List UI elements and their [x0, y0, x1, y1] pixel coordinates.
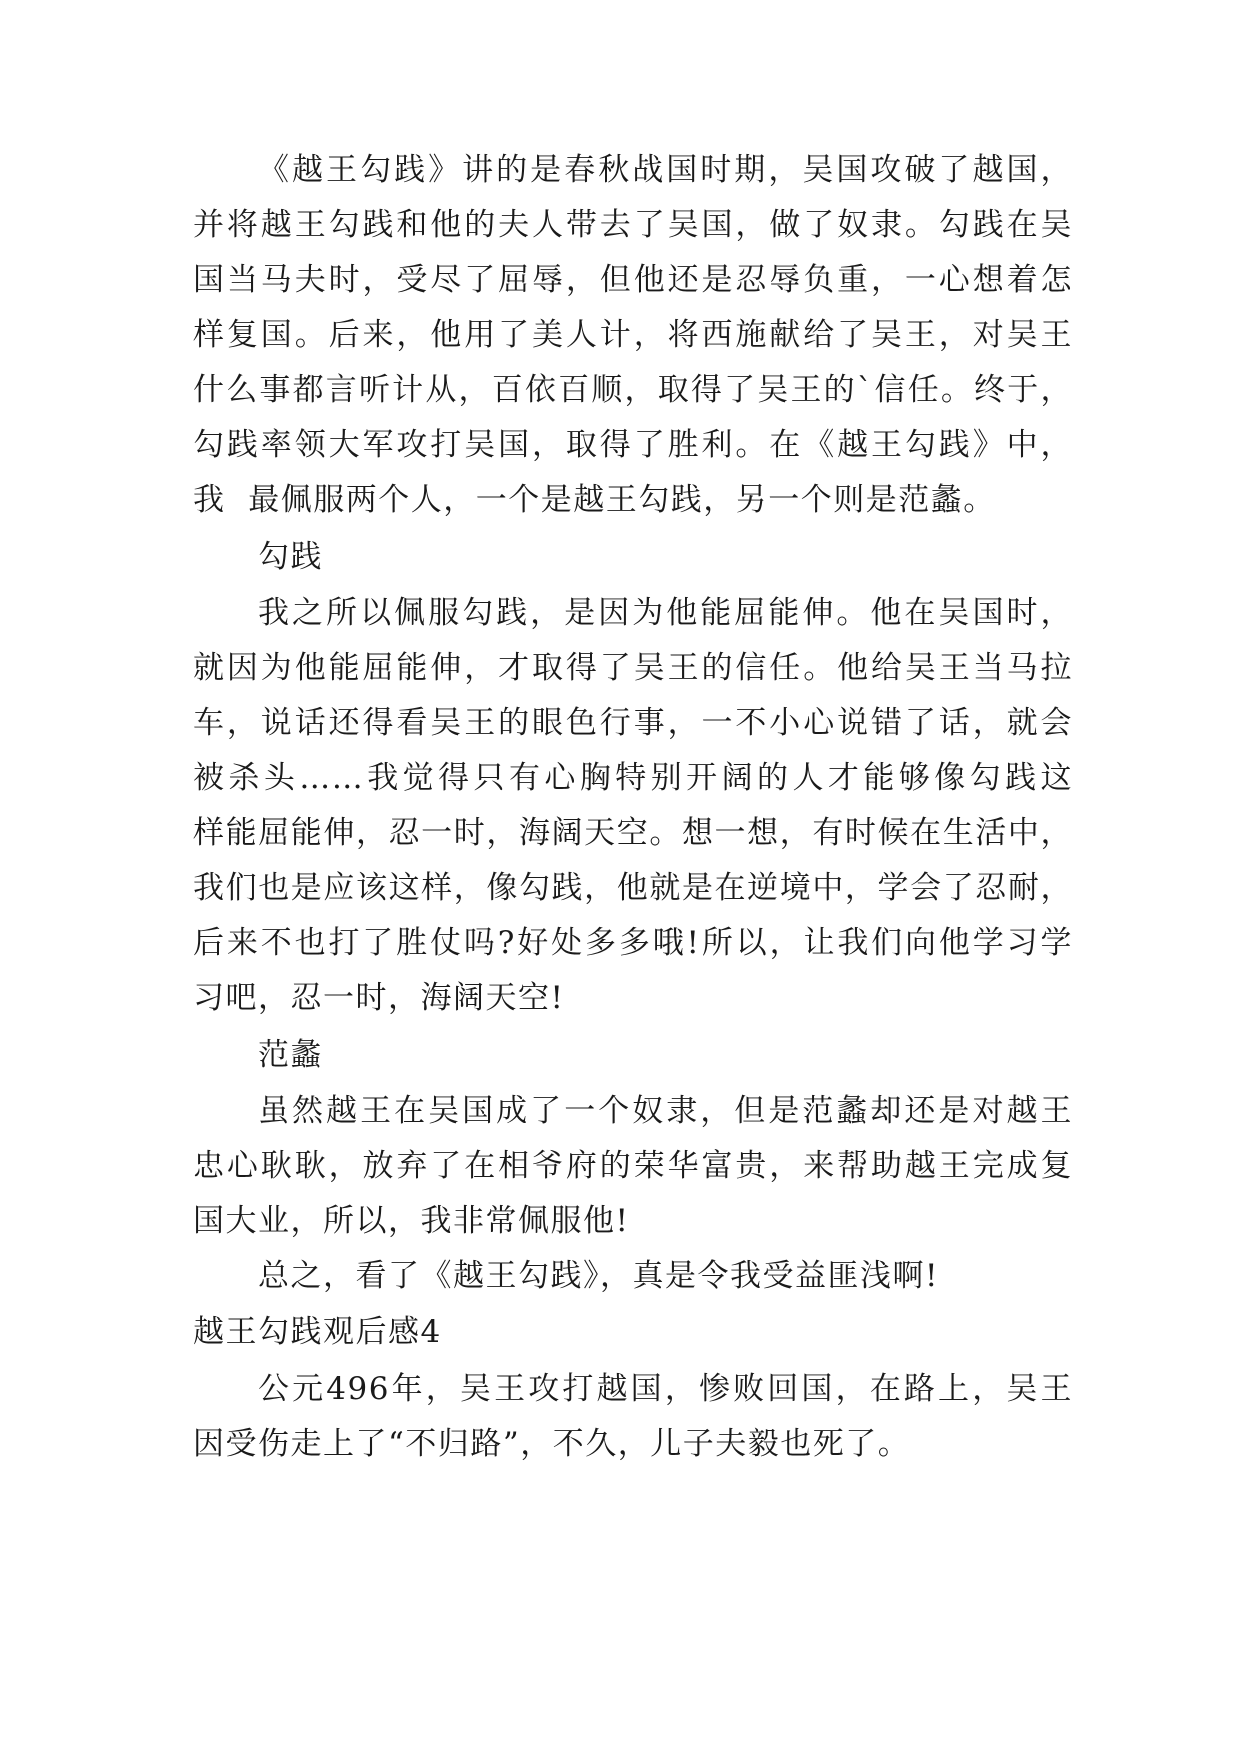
- text-line: 什么事都言听计从，百依百顺，取得了吴王的`信任。终于，: [193, 372, 1073, 408]
- text-line: 就因为他能屈能伸，才取得了吴王的信任。他给吴王当马拉: [193, 650, 1073, 686]
- text-line: 国当马夫时，受尽了屈辱，但他还是忍辱负重，一心想着怎: [193, 262, 1073, 298]
- text-line: 公元496年，吴王攻打越国，惨败回国，在路上，吴王: [258, 1371, 1073, 1407]
- text-line: 因受伤走上了“不归路”，不久，儿子夫毅也死了。: [193, 1426, 911, 1462]
- section-heading-fanli: 范蠡: [258, 1037, 323, 1073]
- text-line: 习吧，忍一时，海阔天空!: [193, 980, 565, 1016]
- text-line: 《越王勾践》讲的是春秋战国时期，吴国攻破了越国，: [258, 152, 1073, 188]
- text-line: 我之所以佩服勾践，是因为他能屈能伸。他在吴国时，: [258, 595, 1073, 631]
- text-line: 样复国。后来，他用了美人计，将西施献给了吴王，对吴王: [193, 317, 1073, 353]
- text-line: 车，说话还得看吴王的眼色行事，一不小心说错了话，就会: [193, 705, 1073, 741]
- text-line: 总之，看了《越王勾践》，真是令我受益匪浅啊!: [258, 1258, 939, 1294]
- text-line: 我们也是应该这样，像勾践，他就是在逆境中，学会了忍耐，: [193, 870, 1073, 906]
- text-line: 并将越王勾践和他的夫人带去了吴国，做了奴隶。勾践在吴: [193, 207, 1073, 243]
- essay-title: 越王勾践观后感4: [193, 1314, 442, 1350]
- text-line: 后来不也打了胜仗吗?好处多多哦!所以，让我们向他学习学: [193, 925, 1073, 961]
- section-heading-goujian: 勾践: [258, 539, 323, 575]
- text-line: 虽然越王在吴国成了一个奴隶，但是范蠡却还是对越王: [258, 1093, 1073, 1129]
- text-line: 被杀头……我觉得只有心胸特别开阔的人才能够像勾践这: [193, 760, 1073, 796]
- text-line: 样能屈能伸，忍一时，海阔天空。想一想，有时候在生活中，: [193, 815, 1073, 851]
- text-line: 我 最佩服两个人，一个是越王勾践，另一个则是范蠡。: [193, 482, 996, 518]
- text-line: 国大业，所以，我非常佩服他!: [193, 1203, 630, 1239]
- text-line: 忠心耿耿，放弃了在相爷府的荣华富贵，来帮助越王完成复: [193, 1148, 1073, 1184]
- text-line: 勾践率领大军攻打吴国，取得了胜利。在《越王勾践》中，: [193, 427, 1073, 463]
